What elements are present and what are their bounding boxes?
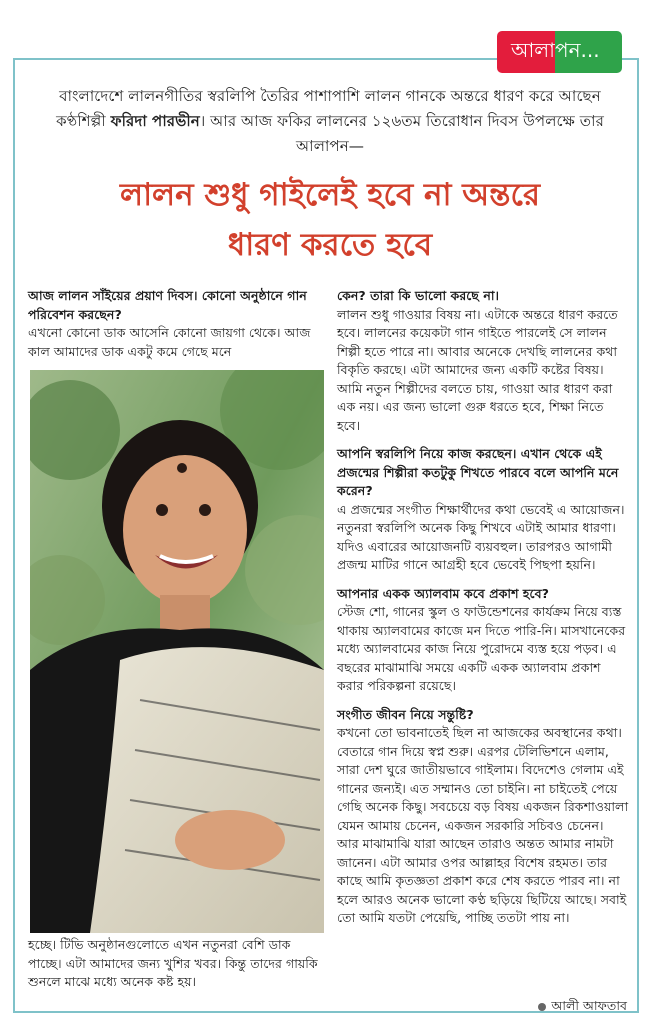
headline xyxy=(30,170,630,270)
question-4: আপনার একক অ্যালবাম কবে প্রকাশ হবে? xyxy=(337,585,549,601)
intro-text-after: । আর আজ ফকির লালনের ১২৬তম তিরোধান দিবস উপলক্ষে তার আলাপন— xyxy=(199,112,604,155)
question-1: আজ লালন সাঁইয়ের প্রয়াণ দিবস। কোনো অনুষ্ঠানে গান পরিবেশন করছেন? xyxy=(28,288,307,322)
headline-line-1: লালন শুধু গাইলেই হবে না অন্তরে xyxy=(119,177,541,213)
left-column xyxy=(28,287,336,371)
answer-2: লালন শুধু গাওয়ার বিষয় না। এটাকে অন্তরে ধারণ করতে হবে। লালনের কয়েকটা গান গাইতে পারলেই সে লালন শিল্পী হতে পারে না। আবার অনেকে দেখছি লালনের কথা বিকৃতি করছে। এটা আমাদের জন্য একটি কষ্টের বিষয়। আমি নতুন শিল্পীদের বলতে চায়, গাওয়া আর ধারণ করা এক নয়। এর জন্য ভালো গুরু ধরতে হবে, শিক্ষা নিতে হবে। xyxy=(337,306,618,433)
portrait-image xyxy=(30,370,324,933)
answer-5: কখনো তো ভাবনাতেই ছিল না আজকের অবস্থানের কথা। বেতারে গান দিয়ে স্বপ্ন শুরু। এরপর টেলিভিশনে এলাম, সারা দেশ ঘুরে জাতীয়ভাবে গাইলাম। বিদেশেও গেলাম এই গানের জন্যই। এত সম্মানও তো চাইনি। না চাইতেই পেয়ে গেছি অনেক কিছু। সবচেয়ে বড় বিষয় একজন রিকশাওয়ালা যেমন আমায় চেনেন, একজন সরকারি সচিবও চেনেন। আর মাঝামাঝি যারা আছেন তারাও অন্তত আমার নামটা জানেন। এটা আমার ওপর আল্লাহর বিশেষ রহমত। তার কাছে আমি কৃতজ্ঞতা প্রকাশ করে শেষ করতে পারব না। না হলে আরও অনেক ভালো কণ্ঠ ছড়িয়ে ছিটিয়ে আছে। সবাই তো আমি যতটা পেয়েছি, পাচ্ছি ততটা পায় না। xyxy=(337,725,629,925)
left-column-continued: হচ্ছে। টিভি অনুষ্ঠানগুলোতে এখন নতুনরা বেশি ডাক পাচ্ছে। এটা আমাদের জন্য খুশির খবর। কিন্তু তাদের গায়কি শুনলে মাঝে মধ্যে অনেক কষ্ট হয়। xyxy=(28,937,318,989)
artist-photo xyxy=(30,370,324,933)
author-name: আলী আফতাব xyxy=(551,998,627,1013)
right-column xyxy=(337,287,629,938)
answer-1: এখনো কোনো ডাক আসেনি কোনো জায়গা থেকে। আজ কাল আমাদের ডাক একটু কমে গেছে মনে xyxy=(28,325,311,359)
question-2: কেন? তারা কি ভালো করছে না। xyxy=(337,288,499,303)
answer-3: এ প্রজন্মের সংগীত শিক্ষার্থীদের কথা ভেবেই এ আয়োজন। নতুনরা স্বরলিপি অনেক কিছু শিখবে এটাই আমার ধারণা। যদিও এবারের আয়োজনটি ব্যয়বহুল। তারপরও আগামী প্রজন্ম মাটির গানে আগ্রহী হবে ভেবেই পিছপা হয়নি। xyxy=(337,501,625,572)
question-3: আপনি স্বরলিপি নিয়ে কাজ করছেন। এখান থেকে এই প্রজন্মের শিল্পীরা কতটুকু শিখতে পারবে বলে আপনি মনে করেন? xyxy=(337,446,619,498)
artist-name: ফরিদা পারভীন xyxy=(110,112,200,130)
section-tag-red: আলা xyxy=(497,31,555,73)
intro-paragraph xyxy=(40,84,620,159)
byline xyxy=(538,998,627,1018)
headline-line-2: ধারণ করতে হবে xyxy=(227,227,433,263)
section-tag-green: পন... xyxy=(555,31,622,73)
intro-text-before: বাংলাদেশে লালনগীতির স্বরলিপি তৈরির পাশাপাশি লালন গানকে অন্তরে ধারণ করে আছেন কণ্ঠশিল্পী xyxy=(56,87,601,130)
answer-4: স্টেজ শো, গানের স্কুল ও ফাউন্ডেশনের কার্যক্রম নিয়ে ব্যস্ত থাকায় অ্যালবামের কাজে মন দিতে পারি-নি। মাসখানেকের মধ্যে অ্যালবামের কাজ নিয়ে পুরোদমে ব্যস্ত হয়ে পড়ব। এ বছরের মাঝামাঝি সময়ে একটি একক অ্যালবাম প্রকাশ করার পরিকল্পনা রয়েছে। xyxy=(337,604,626,693)
bullet-icon xyxy=(538,1003,546,1011)
question-5: সংগীত জীবন নিয়ে সন্তুষ্টি? xyxy=(337,706,474,722)
section-tag xyxy=(497,31,622,73)
